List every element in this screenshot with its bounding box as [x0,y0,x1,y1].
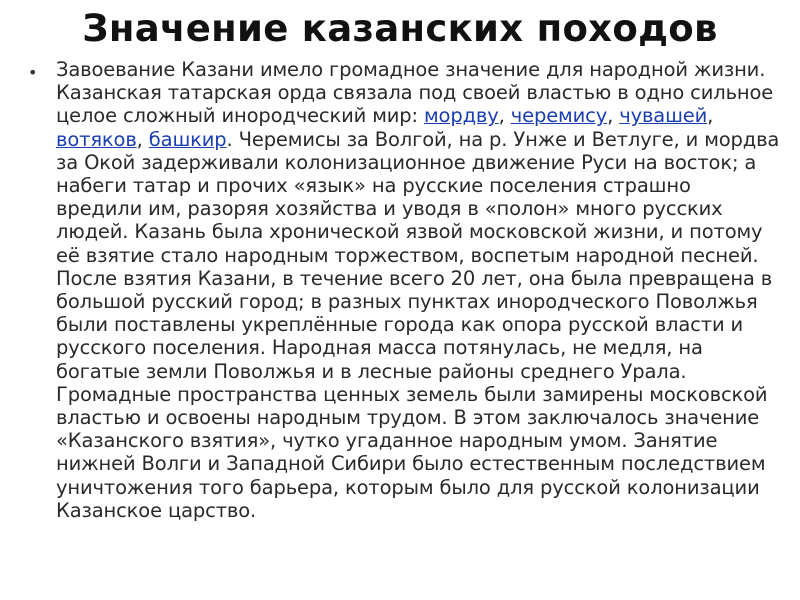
separator: , [498,104,511,128]
bullet-item [28,58,780,522]
link-mordvu[interactable]: мордву [424,104,499,128]
link-bashkir[interactable]: башкир [148,127,227,151]
separator: , [707,104,714,128]
paragraph-text-main: . Черемисы за Волгой, на р. Унже и Ветлуге, и мордва за Окой задерживали колонизационное движение Руси на восток; а набеги татар и прочих «язык» на русские поселения страшно вредили им, разоряя хозяйства и уводя в «полон» много русских людей. Казань была хронической язвой московской жизни, и потому её взятие стало народным торжеством, воспетым народной песней. После взятия Казани, в течение всего 20 лет, она была превращена в большой русский город; в разных пунктах инородческого Поволжья были поставлены укреплённые города как опора русской власти и русского поселения. Народная масса потянулась, не медля, на богатые земли Поволжья и в лесные районы среднего Урала. Громадные пространства ценных земель были замирены московской властью и освоены народным трудом. В этом заключалось значение «Казанского взятия», чутко угаданное народным умом. Занятие нижней Волги и Западной Сибири было естественным последствием уничтожения того барьера, которым было для русской колонизации Казанское царство. [56,127,780,522]
body-paragraph [56,58,780,522]
separator: , [607,104,620,128]
slide-title: Значение казанских походов [82,7,718,50]
bullet-icon: • [28,63,38,82]
link-votyakov[interactable]: вотяков [56,127,137,151]
slide-content [28,58,780,522]
paragraph-text-intro: Завоевание Казани имело громадное значение для народной жизни. Казанская татарская орда связала под своей властью в одно сильное целое сложный инородческий мир: [56,58,774,128]
separator: , [136,127,149,151]
link-cheremisu[interactable]: черемису [510,104,608,128]
link-chuvashei[interactable]: чувашей [619,104,708,128]
